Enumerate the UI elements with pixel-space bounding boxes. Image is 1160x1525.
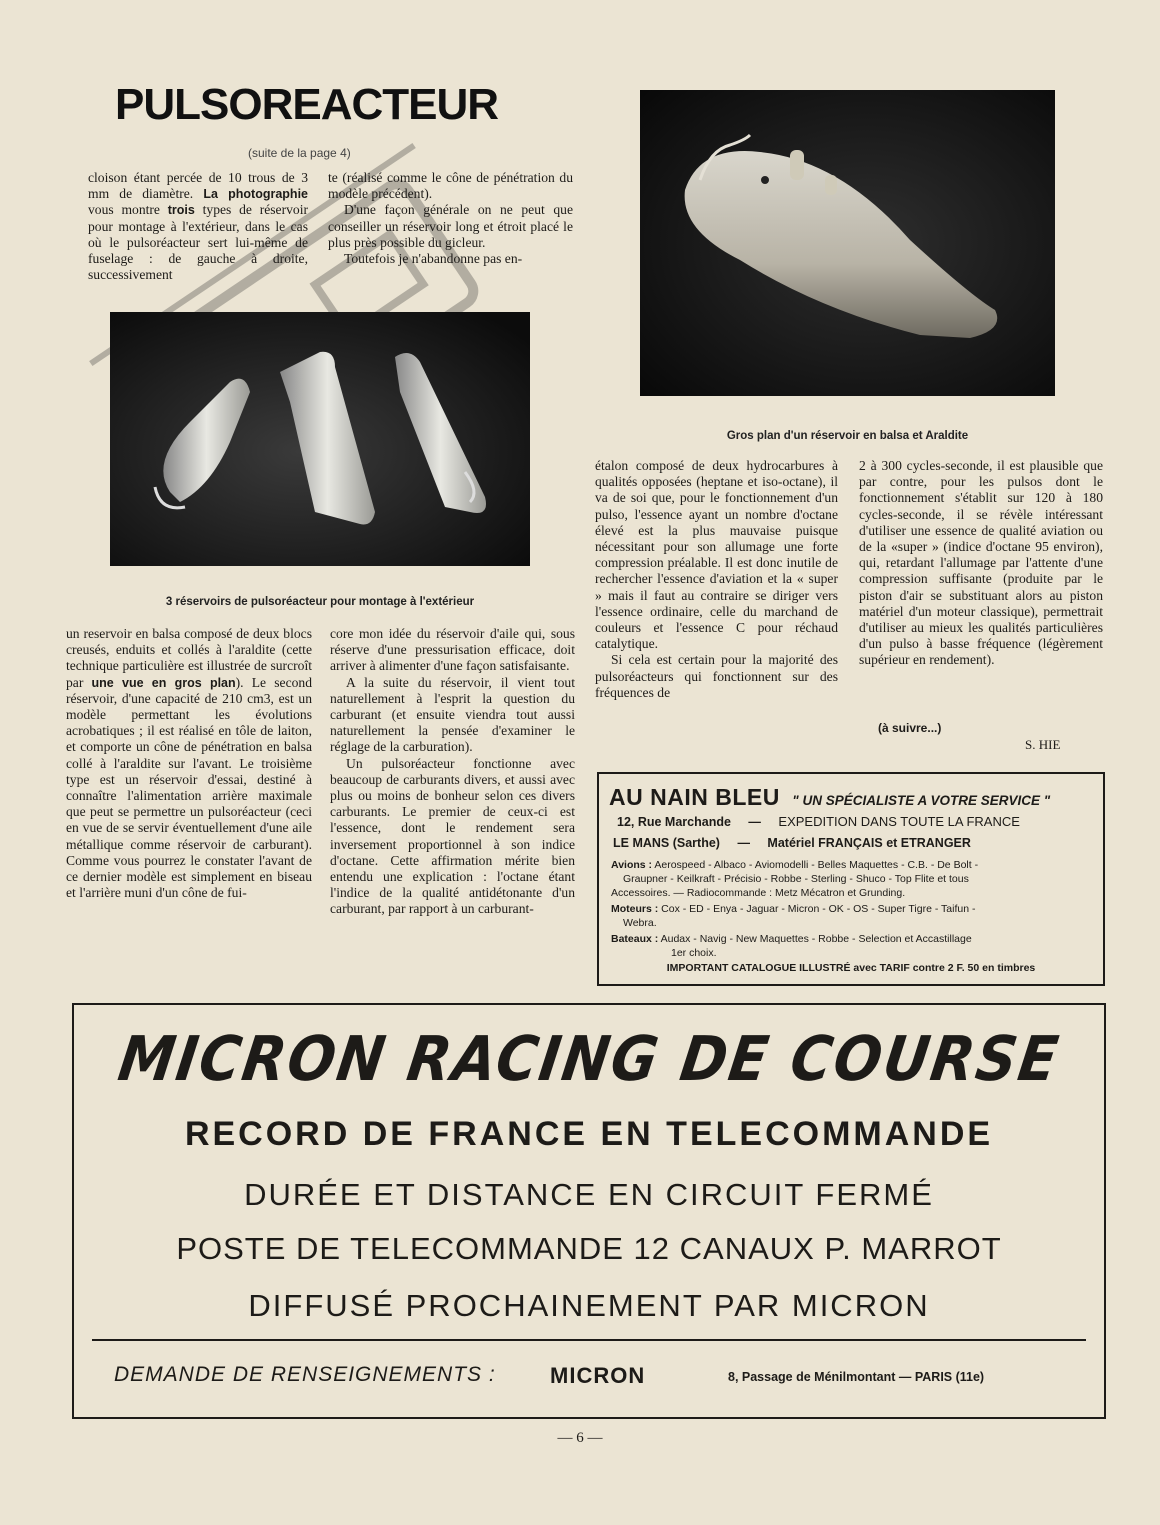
shop-moteurs: Moteurs : Cox - ED - Enya - Jaguar - Micron - OK - OS - Super Tigre - Taifun - Webra.: [611, 903, 976, 929]
column-1: [88, 170, 308, 283]
micron-brand: MICRON: [550, 1363, 646, 1388]
shop-address: 12, Rue Marchande: [617, 815, 731, 829]
paragraph: te (réalisé comme le cône de pénétration du modèle précédent).: [328, 170, 573, 202]
page-number: — 6 —: [557, 1430, 603, 1446]
paragraph: un reservoir en balsa composé de deux blocs creusés, enduits et collés à l'araldite (cette technique particulière est illustrée de surcroît par une vue en gros plan). Le second réservoir, d'une capacité de 210 cm3, est un modèle permettant les évolutions acrobatiques ; il est réalisé en tôle de laiton, et comporte un cône de pénétration en balsa collé à l'araldite sur l'avant. Le troisième type est un réservoir d'essai, destiné à connaître l'alimentation arrière maximale que peut se permettre un pulsoréacteur (ceci en vue de se servir éventuellement d'une aile métallique comme réservoir de carburant). Comme vous pourrez le constater l'avant de ce dernier modèle est simplement en biseau et l'arrière muni d'un cône de fui-: [66, 626, 312, 901]
paragraph: cloison étant percée de 10 trous de 3 mm de diamètre. La photographie vous montre trois types de réservoir pour montage à l'extérieur, dans le cas où le pulsoréacteur sert lui-même de fuselage : de gauche à droite, successivement: [88, 170, 309, 283]
micron-contact-label: DEMANDE DE RENSEIGNEMENTS :: [114, 1363, 496, 1386]
photo-three-tanks: [110, 312, 530, 566]
ad-au-nain-bleu: AU NAIN BLEU " UN SPÉCIALISTE A VOTRE SERVICE " 12, Rue Marchande — EXPEDITION DANS TOUTE LA FRANCE LE MANS (Sarthe) — Matériel FRANÇAIS et ETRANGER Avions : Aerospeed - Albaco - Aviomodelli - Belles Maquettes - C.B. - De Bolt - Graupner - Keilkraft - Précisio - Robbe - Sterling - Shuco - Top Flite et tous Accessoires. — Radiocommande : Metz Mécatron et Grunding. Moteurs : Cox - ED - Enya - Jaguar - Micron - OK - OS - Super Tigre - Taifun - Webra. Bateaux : Audax - Navig - New Maquettes - Robbe - Selection et Accastillage 1er choix. IMPORTANT CATALOGUE ILLUSTRÉ avec TARIF contre 2 F. 50 en timbres: [597, 772, 1105, 986]
photo1-caption: 3 réservoirs de pulsoréacteur pour montage à l'extérieur: [165, 596, 475, 608]
paragraph: A la suite du réservoir, il vient tout naturellement à l'esprit la question du carburant (et ensuite viendra tout aussi naturellement la pensée d'examiner le réglage de la carburation).: [330, 674, 575, 755]
paragraph: Si cela est certain pour la majorité des pulsoréacteurs qui fonctionnent sur des fréquences de: [595, 652, 838, 700]
shop-avions: Avions : Aerospeed - Albaco - Aviomodelli - Belles Maquettes - C.B. - De Bolt - Graupner - Keilkraft - Précisio - Robbe - Sterling - Shuco - Top Flite et tous Accessoires. — Radiocommande : Metz Mécatron et Grunding.: [611, 859, 979, 899]
shop-catalogue: IMPORTANT CATALOGUE ILLUSTRÉ avec TARIF contre 2 F. 50 en timbres: [666, 962, 1036, 974]
micron-headline: MICRON RACING DE COURSE: [114, 1023, 1064, 1096]
shop-bateaux: Bateaux : Audax - Navig - New Maquettes - Robbe - Selection et Accastillage 1er choix.: [611, 933, 972, 959]
column-3: [66, 626, 312, 901]
shop-material: Matériel FRANÇAIS et ETRANGER: [767, 836, 971, 850]
micron-line-3: POSTE DE TELECOMMANDE 12 CANAUX P. MARROT: [176, 1231, 1002, 1266]
article-title: PULSOREACTEUR: [115, 80, 499, 129]
micron-line-1: RECORD DE FRANCE EN TELECOMMANDE: [184, 1115, 994, 1153]
continued-note: (suite de la page 4): [248, 146, 351, 160]
micron-address: 8, Passage de Ménilmontant — PARIS (11e): [728, 1370, 985, 1384]
shop-slogan: " UN SPÉCIALISTE A VOTRE SERVICE ": [792, 793, 1051, 808]
paragraph: Toutefois je n'abandonne pas en-: [344, 251, 523, 267]
paragraph: core mon idée du réservoir d'aile qui, sous réserve d'une pressurisation efficace, doit arriver à alimenter d'une façon satisfaisante.: [330, 626, 575, 674]
paragraph: étalon composé de deux hydrocarbures à qualités opposées (heptane et iso-octane), il va de soi que, pour le fonctionnement d'un pulso, l'essence ayant un nombre d'octane élevé est la plus mauvaise puisque nécessitant pour son allumage une forte compression préalable. Il est donc inutile de rechercher l'essence d'aviation et la « super » mais il faut au contraire se diriger vers l'essence ordinaire, celle du marchand de couleurs et l'essence C pour réchaud catalytique.: [595, 458, 838, 652]
shop-city: LE MANS (Sarthe): [613, 836, 720, 850]
paragraph: Un pulsoréacteur fonctionne avec beaucoup de carburants divers, et aussi avec plus ou moins de bonheur selon ces divers carburants. Le premier de ceux-ci est l'essence, dont le rendement sera inversement proportionnel à son indice d'octane. Cette affirmation mérite bien entendu une explication : l'octane étant l'indice de la qualité antidétonante d'un carburant, par rapport à un carburant-: [330, 755, 575, 917]
shop-name: AU NAIN BLEU: [609, 784, 780, 810]
column-5: [595, 458, 838, 701]
micron-divider: [92, 1339, 1086, 1341]
column-6: [859, 458, 1103, 669]
column-2: [328, 170, 573, 267]
ad-micron: [72, 1003, 1106, 1419]
column-4: [330, 626, 575, 918]
shop-shipping: EXPEDITION DANS TOUTE LA FRANCE: [778, 814, 1020, 829]
author: S. HIE: [1025, 737, 1061, 752]
micron-line-4: DIFFUSÉ PROCHAINEMENT PAR MICRON: [248, 1288, 930, 1323]
photo-closeup-tank: [640, 90, 1055, 396]
photo2-caption: Gros plan d'un réservoir en balsa et Araldite: [726, 430, 969, 442]
micron-line-2: DURÉE ET DISTANCE EN CIRCUIT FERMÉ: [244, 1177, 934, 1212]
paragraph: D'une façon générale on ne peut que conseiller un réservoir long et étroit placé le plus près possible du gicleur.: [328, 202, 573, 250]
to-be-continued: (à suivre...): [878, 721, 942, 735]
paragraph: 2 à 300 cycles-seconde, il est plausible que par contre, pour les pulsos dont le fonctionnement s'établit sur 120 à 180 cycles-seconde, il se révèle intéressant d'utiliser une essence de qualité aviation ou de la «super » (indice d'octane 95 environ), qui, retardant l'allumage par l'attente d'une compression suffisante (produite par le piston d'air se substituant alors au piston matériel d'un moteur classique), permettrait d'utiliser au mieux les qualités particulières d'un pulso à basse fréquence (légèrement supérieur en rendement).: [859, 458, 1103, 668]
